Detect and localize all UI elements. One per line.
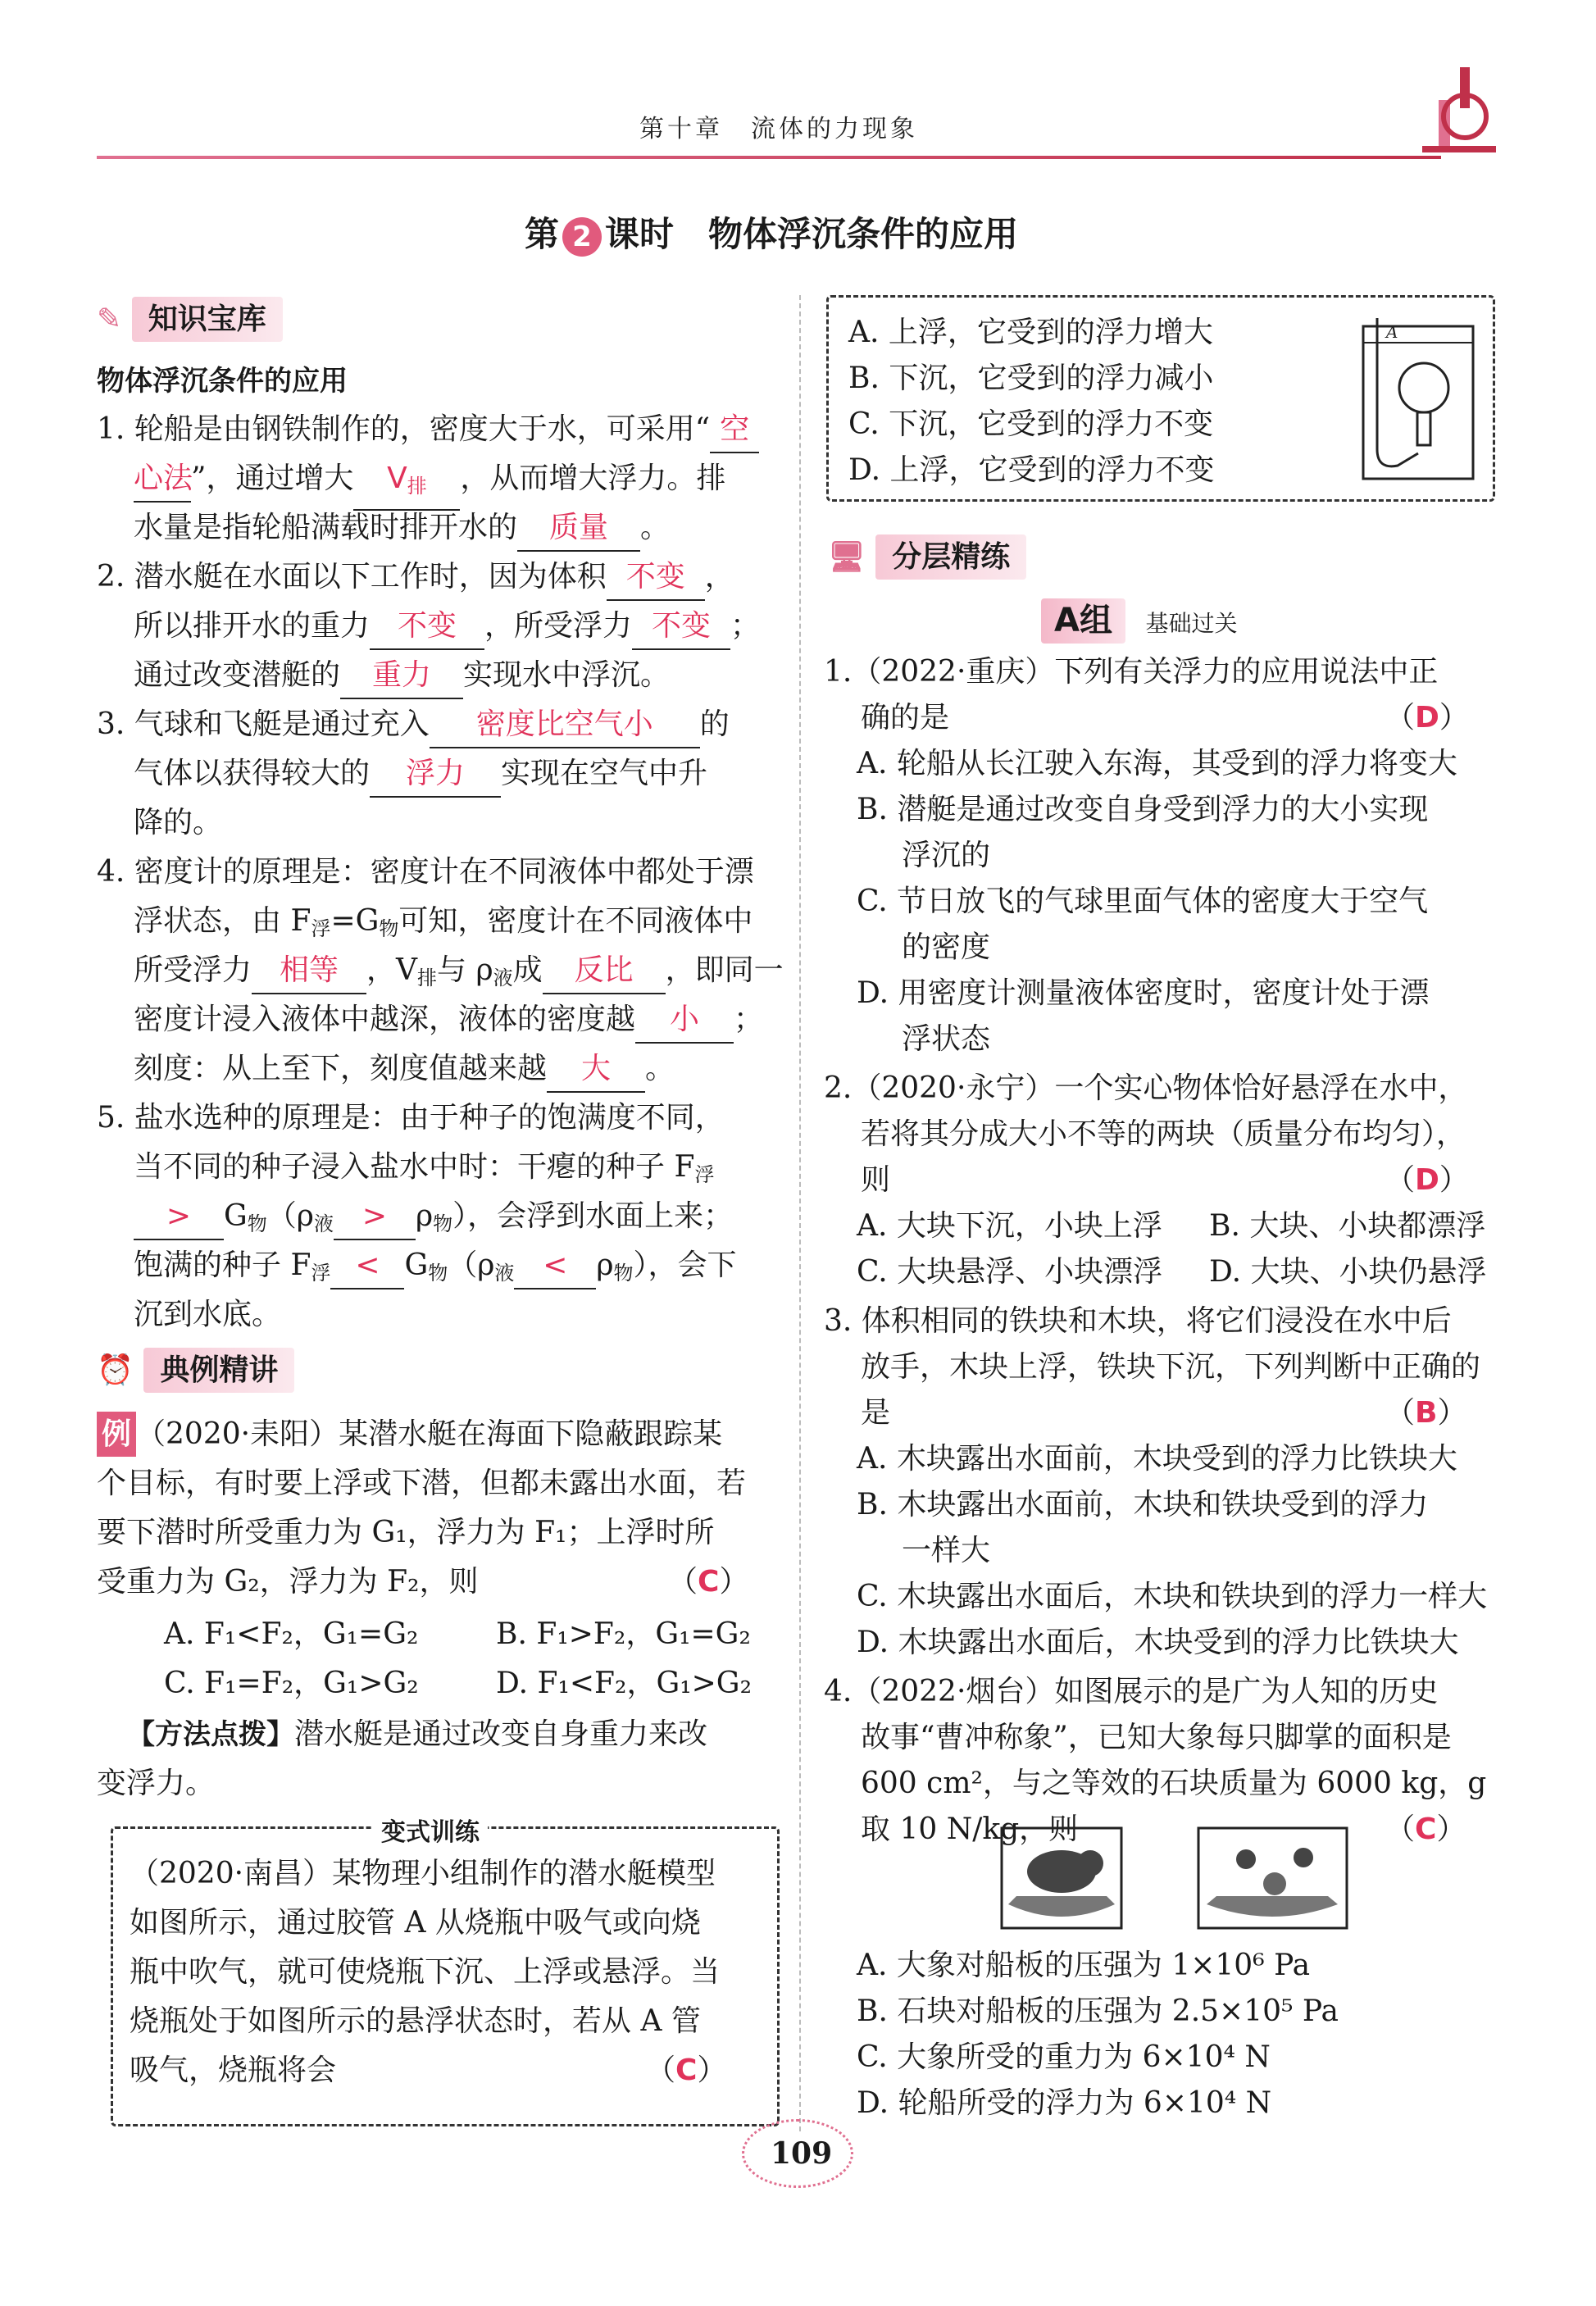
- variant-option-d: D. 上浮，它受到的浮力不变: [848, 453, 1215, 487]
- practice-q3-option-b2: 一样大: [902, 1534, 991, 1567]
- example-heading-text: 典例精讲: [143, 1348, 294, 1393]
- example-answer: （C）: [668, 1565, 749, 1599]
- practice-q2-option-d: D. 大块、小块仍悬浮: [1209, 1255, 1487, 1289]
- method-tip-line2: 变浮力。: [97, 1767, 216, 1800]
- practice-q4-line4: 取 10 N/kg，则: [861, 1813, 1079, 1846]
- variant-option-b: B. 下沉，它受到的浮力减小: [848, 362, 1214, 395]
- example-tag: 例: [97, 1412, 136, 1457]
- variant-line1: （2020·南昌）某物理小组制作的潜水艇模型: [130, 1857, 716, 1890]
- monitor-icon: 🖥: [828, 540, 866, 574]
- knowledge-q5: 5. 盐水选种的原理是：由于种子的饱满度不同，: [97, 1101, 725, 1135]
- practice-q3-answer: （B）: [1385, 1396, 1467, 1430]
- practice-q3-option-b: B. 木块露出水面前，木块和铁块受到的浮力: [857, 1488, 1429, 1521]
- lesson-prefix: 第: [525, 214, 560, 254]
- lesson-suffix: 课时 物体浮沉条件的应用: [605, 214, 1019, 254]
- practice-q3-option-d: D. 木块露出水面后，木块受到的浮力比铁块大: [857, 1626, 1459, 1659]
- q2-blank-4: 重力: [340, 653, 463, 699]
- practice-q4-option-d: D. 轮船所受的浮力为 6×10⁴ N: [857, 2086, 1272, 2120]
- q2-blank-2: 不变: [370, 603, 484, 650]
- practice-q4-answer: （C）: [1385, 1813, 1466, 1846]
- knowledge-q2-line3: 通过改变潜艇的 重力 实现水中浮沉。: [134, 653, 670, 699]
- practice-q3-option-a: A. 木块露出水面前，木块受到的浮力比铁块大: [857, 1442, 1457, 1476]
- knowledge-q5-line3: > G物（ρ液 > ρ物），会浮到水面上来；: [134, 1194, 733, 1247]
- q3-blank-1: 密度比空气小: [430, 702, 700, 748]
- q1-blank-2: V排: [353, 456, 460, 511]
- q4-blank-4: 大: [547, 1046, 645, 1093]
- flask-diagram: [1357, 310, 1480, 482]
- variant-line2: 如图所示，通过胶管 A 从烧瓶中吸气或向烧: [130, 1906, 701, 1940]
- practice-q1-option-a: A. 轮船从长江驶入东海，其受到的浮力将变大: [857, 747, 1457, 780]
- q1-blank-1: 空: [710, 407, 759, 453]
- header-divider: [97, 156, 1441, 159]
- practice-q1-option-b: B. 潜艇是通过改变自身受到浮力的大小实现: [857, 793, 1429, 826]
- q2-blank-3: 不变: [632, 603, 730, 650]
- practice-q2-option-a: A. 大块下沉，小块上浮: [857, 1209, 1162, 1243]
- practice-q3-line3: 是: [861, 1396, 891, 1430]
- knowledge-q4-line2: 浮状态，由 F浮=G物可知，密度计在不同液体中: [134, 904, 753, 940]
- practice-q1-line1: 1.（2022·重庆）下列有关浮力的应用说法中正: [824, 655, 1439, 689]
- practice-q3-line2: 放手，木块上浮，铁块下沉，下列判断中正确的: [861, 1350, 1481, 1384]
- example-line4: 受重力为 G₂，浮力为 F₂，则: [97, 1565, 479, 1599]
- practice-q2-answer: （D）: [1385, 1163, 1469, 1197]
- practice-q2-line2: 若将其分成大小不等的两块（质量分布均匀），: [861, 1117, 1466, 1151]
- group-a-heading: [1041, 598, 1238, 646]
- q5-blank-3: <: [330, 1243, 404, 1289]
- q4-blank-1: 相等: [252, 948, 366, 994]
- q3-blank-2: 浮力: [370, 751, 501, 798]
- knowledge-q4: 4. 密度计的原理是：密度计在不同液体中都处于漂: [97, 855, 754, 889]
- knowledge-q3-line3: 降的。: [134, 806, 223, 839]
- knowledge-heading: [97, 297, 283, 342]
- practice-q1-option-c: C. 节日放飞的气球里面气体的密度大于空气: [857, 885, 1429, 918]
- variant-option-c: C. 下沉，它受到的浮力不变: [848, 407, 1214, 441]
- knowledge-q5-line2: 当不同的种子浸入盐水中时：干瘪的种子 F浮: [134, 1150, 715, 1186]
- column-divider: [799, 295, 801, 2131]
- group-a-badge: A组: [1041, 598, 1125, 644]
- clock-icon: ⏰: [97, 1353, 134, 1387]
- example-line2: 个目标，有时要上浮或下潜，但都未露出水面，若: [97, 1467, 747, 1500]
- knowledge-q1: 1. 轮船是由钢铁制作的，密度大于水，可采用“ 空: [97, 407, 759, 453]
- variant-line3: 瓶中吹气，就可使烧瓶下沉、上浮或悬浮。当: [130, 1955, 721, 1989]
- elephant-boat-illustration: [1000, 1826, 1123, 1930]
- q4-blank-2: 反比: [543, 948, 666, 994]
- q1-blank-1b: 心法: [134, 456, 191, 503]
- practice-q1-option-b2: 浮沉的: [902, 839, 991, 872]
- knowledge-q5-line5: 沉到水底。: [134, 1298, 282, 1331]
- q1-blank-3: 质量: [517, 505, 640, 552]
- practice-q1-option-d: D. 用密度计测量液体密度时，密度计处于漂: [857, 976, 1430, 1010]
- practice-q1-option-c2: 的密度: [902, 930, 991, 964]
- practice-q3-option-c: C. 木块露出水面后，木块和铁块到的浮力一样大: [857, 1580, 1488, 1613]
- example-line1: 例 （2020·耒阳）某潜水艇在海面下隐蔽跟踪某: [97, 1412, 722, 1457]
- example-heading: [97, 1348, 294, 1393]
- knowledge-q1-line3: 水量是指轮船满载时排开水的 质量 。: [134, 505, 670, 552]
- variant-option-a: A. 上浮，它受到的浮力增大: [848, 316, 1213, 349]
- lesson-title: [525, 211, 1018, 257]
- knowledge-q4-line3: 所受浮力 相等 ，V排与 ρ液成 反比 ，即同一: [134, 948, 784, 1001]
- variant-line5: 吸气，烧瓶将会: [130, 2054, 337, 2087]
- practice-heading-text: 分层精练: [875, 534, 1026, 580]
- q5-blank-2: >: [334, 1194, 416, 1240]
- q5-blank-1: >: [134, 1194, 224, 1240]
- practice-q1-option-d2: 浮状态: [902, 1022, 991, 1056]
- knowledge-q4-line5: 刻度：从上至下，刻度值越来越 大 。: [134, 1046, 675, 1093]
- knowledge-q2-line2: 所以排开水的重力 不变 ，所受浮力 不变 ；: [134, 603, 760, 650]
- example-option-a: A. F₁<F₂，G₁=G₂: [164, 1617, 419, 1651]
- knowledge-q5-line4: 饱满的种子 F浮 < G物（ρ液 < ρ物），会下: [134, 1243, 737, 1296]
- knowledge-q3-line2: 气体以获得较大的 浮力 实现在空气中升: [134, 751, 707, 798]
- practice-q2-option-c: C. 大块悬浮、小块漂浮: [857, 1255, 1163, 1289]
- variant-line4: 烧瓶处于如图所示的悬浮状态时，若从 A 管: [130, 2004, 701, 2038]
- practice-q3-line1: 3. 体积相同的铁块和木块，将它们浸没在水中后: [824, 1304, 1452, 1338]
- practice-heading: [828, 534, 1026, 580]
- knowledge-subheading: 物体浮沉条件的应用: [97, 365, 348, 398]
- knowledge-q4-line4: 密度计浸入液体中越深，液体的密度越 小 ；: [134, 997, 763, 1044]
- group-a-subtitle: 基础过关: [1145, 610, 1238, 637]
- fig-label-a: A: [1386, 322, 1398, 342]
- practice-q2-option-b: B. 大块、小块都漂浮: [1209, 1209, 1486, 1243]
- q4-blank-3: 小: [635, 997, 734, 1044]
- knowledge-q3: 3. 气球和飞艇是通过充入 密度比空气小 的: [97, 702, 730, 748]
- lesson-number: 2: [562, 217, 602, 257]
- example-option-b: B. F₁>F₂，G₁=G₂: [496, 1617, 751, 1651]
- knowledge-q2: 2. 潜水艇在水面以下工作时，因为体积 不变 ，: [97, 554, 734, 601]
- knowledge-heading-text: 知识宝库: [132, 297, 283, 342]
- practice-q4-option-a: A. 大象对船板的压强为 1×10⁶ Pa: [857, 1949, 1311, 1982]
- practice-q1-answer: （D）: [1385, 701, 1469, 735]
- page-number: 109: [771, 2136, 833, 2171]
- practice-q2-line1: 2.（2020·永宁）一个实心物体恰好悬浮在水中，: [824, 1071, 1468, 1105]
- method-tip: 【方法点拨】潜水艇是通过改变自身重力来改: [127, 1717, 708, 1751]
- practice-q4-line2: 故事“曹冲称象”，已知大象每只脚掌的面积是: [861, 1721, 1452, 1754]
- practice-q4-line1: 4.（2022·烟台）如图展示的是广为人知的历史: [824, 1675, 1439, 1708]
- stones-boat-illustration: [1197, 1826, 1348, 1930]
- practice-q2-line3: 则: [861, 1163, 891, 1197]
- pencil-icon: ✎: [97, 302, 122, 336]
- practice-q4-line3: 600 cm²，与之等效的石块质量为 6000 kg，g: [861, 1767, 1487, 1800]
- example-option-c: C. F₁=F₂，G₁>G₂: [164, 1667, 419, 1700]
- q2-blank-1: 不变: [607, 554, 705, 601]
- header-logo-icon: [1422, 59, 1496, 157]
- example-line3: 要下潜时所受重力为 G₁，浮力为 F₁；上浮时所: [97, 1516, 715, 1549]
- practice-q1-line2: 确的是: [861, 701, 950, 735]
- knowledge-q1-line2: 心法”，通过增大 V排 ，从而增大浮力。排: [134, 456, 725, 511]
- practice-q4-option-b: B. 石块对船板的压强为 2.5×10⁵ Pa: [857, 1994, 1339, 2028]
- practice-q4-option-c: C. 大象所受的重力为 6×10⁴ N: [857, 2040, 1271, 2074]
- chapter-header: 第十章 流体的力现象: [639, 115, 918, 143]
- example-option-d: D. F₁<F₂，G₁>G₂: [496, 1667, 752, 1700]
- variant-answer: （C）: [646, 2054, 727, 2087]
- q5-blank-4: <: [514, 1243, 596, 1289]
- variant-label: 变式训练: [373, 1810, 488, 1855]
